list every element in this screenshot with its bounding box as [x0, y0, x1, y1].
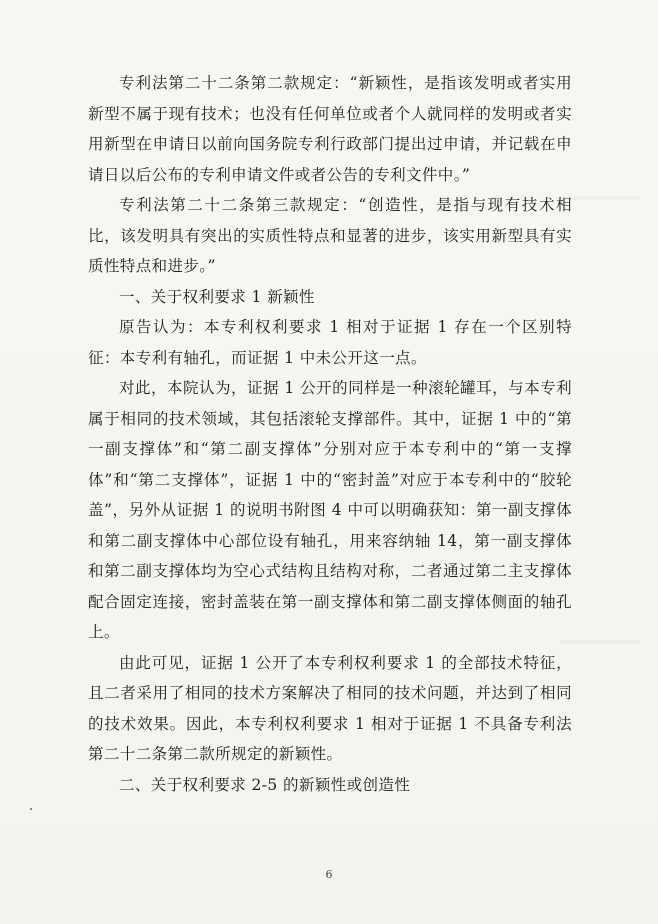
paragraph-article-22-3: 专利法第二十二条第三款规定：“创造性，是指与现有技术相比，该发明具有突出的实质性特点和显著的进步，该实用新型具有实质性特点和进步。” [88, 196, 572, 275]
paragraph-article-22-2: 专利法第二十二条第二款规定：“新颖性，是指该发明或者实用新型不属于现有技术；也没有任何单位或者个人就同样的发明或者实用新型在申请日以前向国务院专利行政部门提出过申请，并记载在申请日以后公布的专利申请文件或者公告的专利文件中。” [88, 74, 572, 184]
bleed-through-mark [560, 196, 640, 200]
page-number: 6 [325, 868, 333, 881]
bleed-through-mark [560, 640, 640, 644]
paragraph-plaintiff-claim: 原告认为：本专利权利要求 1 相对于证据 1 存在一个区别特征：本专利有轴孔，而证据 1 中未公开这一点。 [88, 318, 572, 367]
paragraph-conclusion: 由此可见，证据 1 公开了本专利权利要求 1 的全部技术特征，且二者采用了相同的技术方案解决了相同的技术问题，并达到了相同的技术效果。因此，本专利权利要求 1 相对于证据 1 不具备专利法第二十二条第二款所规定的新颖性。 [88, 653, 572, 763]
document-body [88, 68, 572, 800]
scan-speck [30, 808, 32, 810]
section-heading-claims-2-5: 二、关于权利要求 2-5 的新颖性或创造性 [119, 775, 411, 794]
section-heading-claim-1: 一、关于权利要求 1 新颖性 [119, 287, 315, 306]
paragraph-court-opinion: 对此，本院认为，证据 1 公开的同样是一种滚轮罐耳，与本专利属于相同的技术领域，其包括滚轮支撑部件。其中，证据 1 中的“第一副支撑体”和“第二副支撑体”分别对应于本专利中的“第一支撑体”和“第二支撑体”，证据 1 中的“密封盖”对应于本专利中的“胶轮盖”，另外从证据 1 的说明书附图 4 中可以明确获知：第一副支撑体和第二副支撑体中心部位设有轴孔，用来容纳轴 14，第一副支撑体和第二副支撑体均为空心式结构且结构对称，二者通过第二主支撑体配合固定连接，密封盖装在第一副支撑体和第二副支撑体侧面的轴孔上。 [88, 379, 572, 641]
